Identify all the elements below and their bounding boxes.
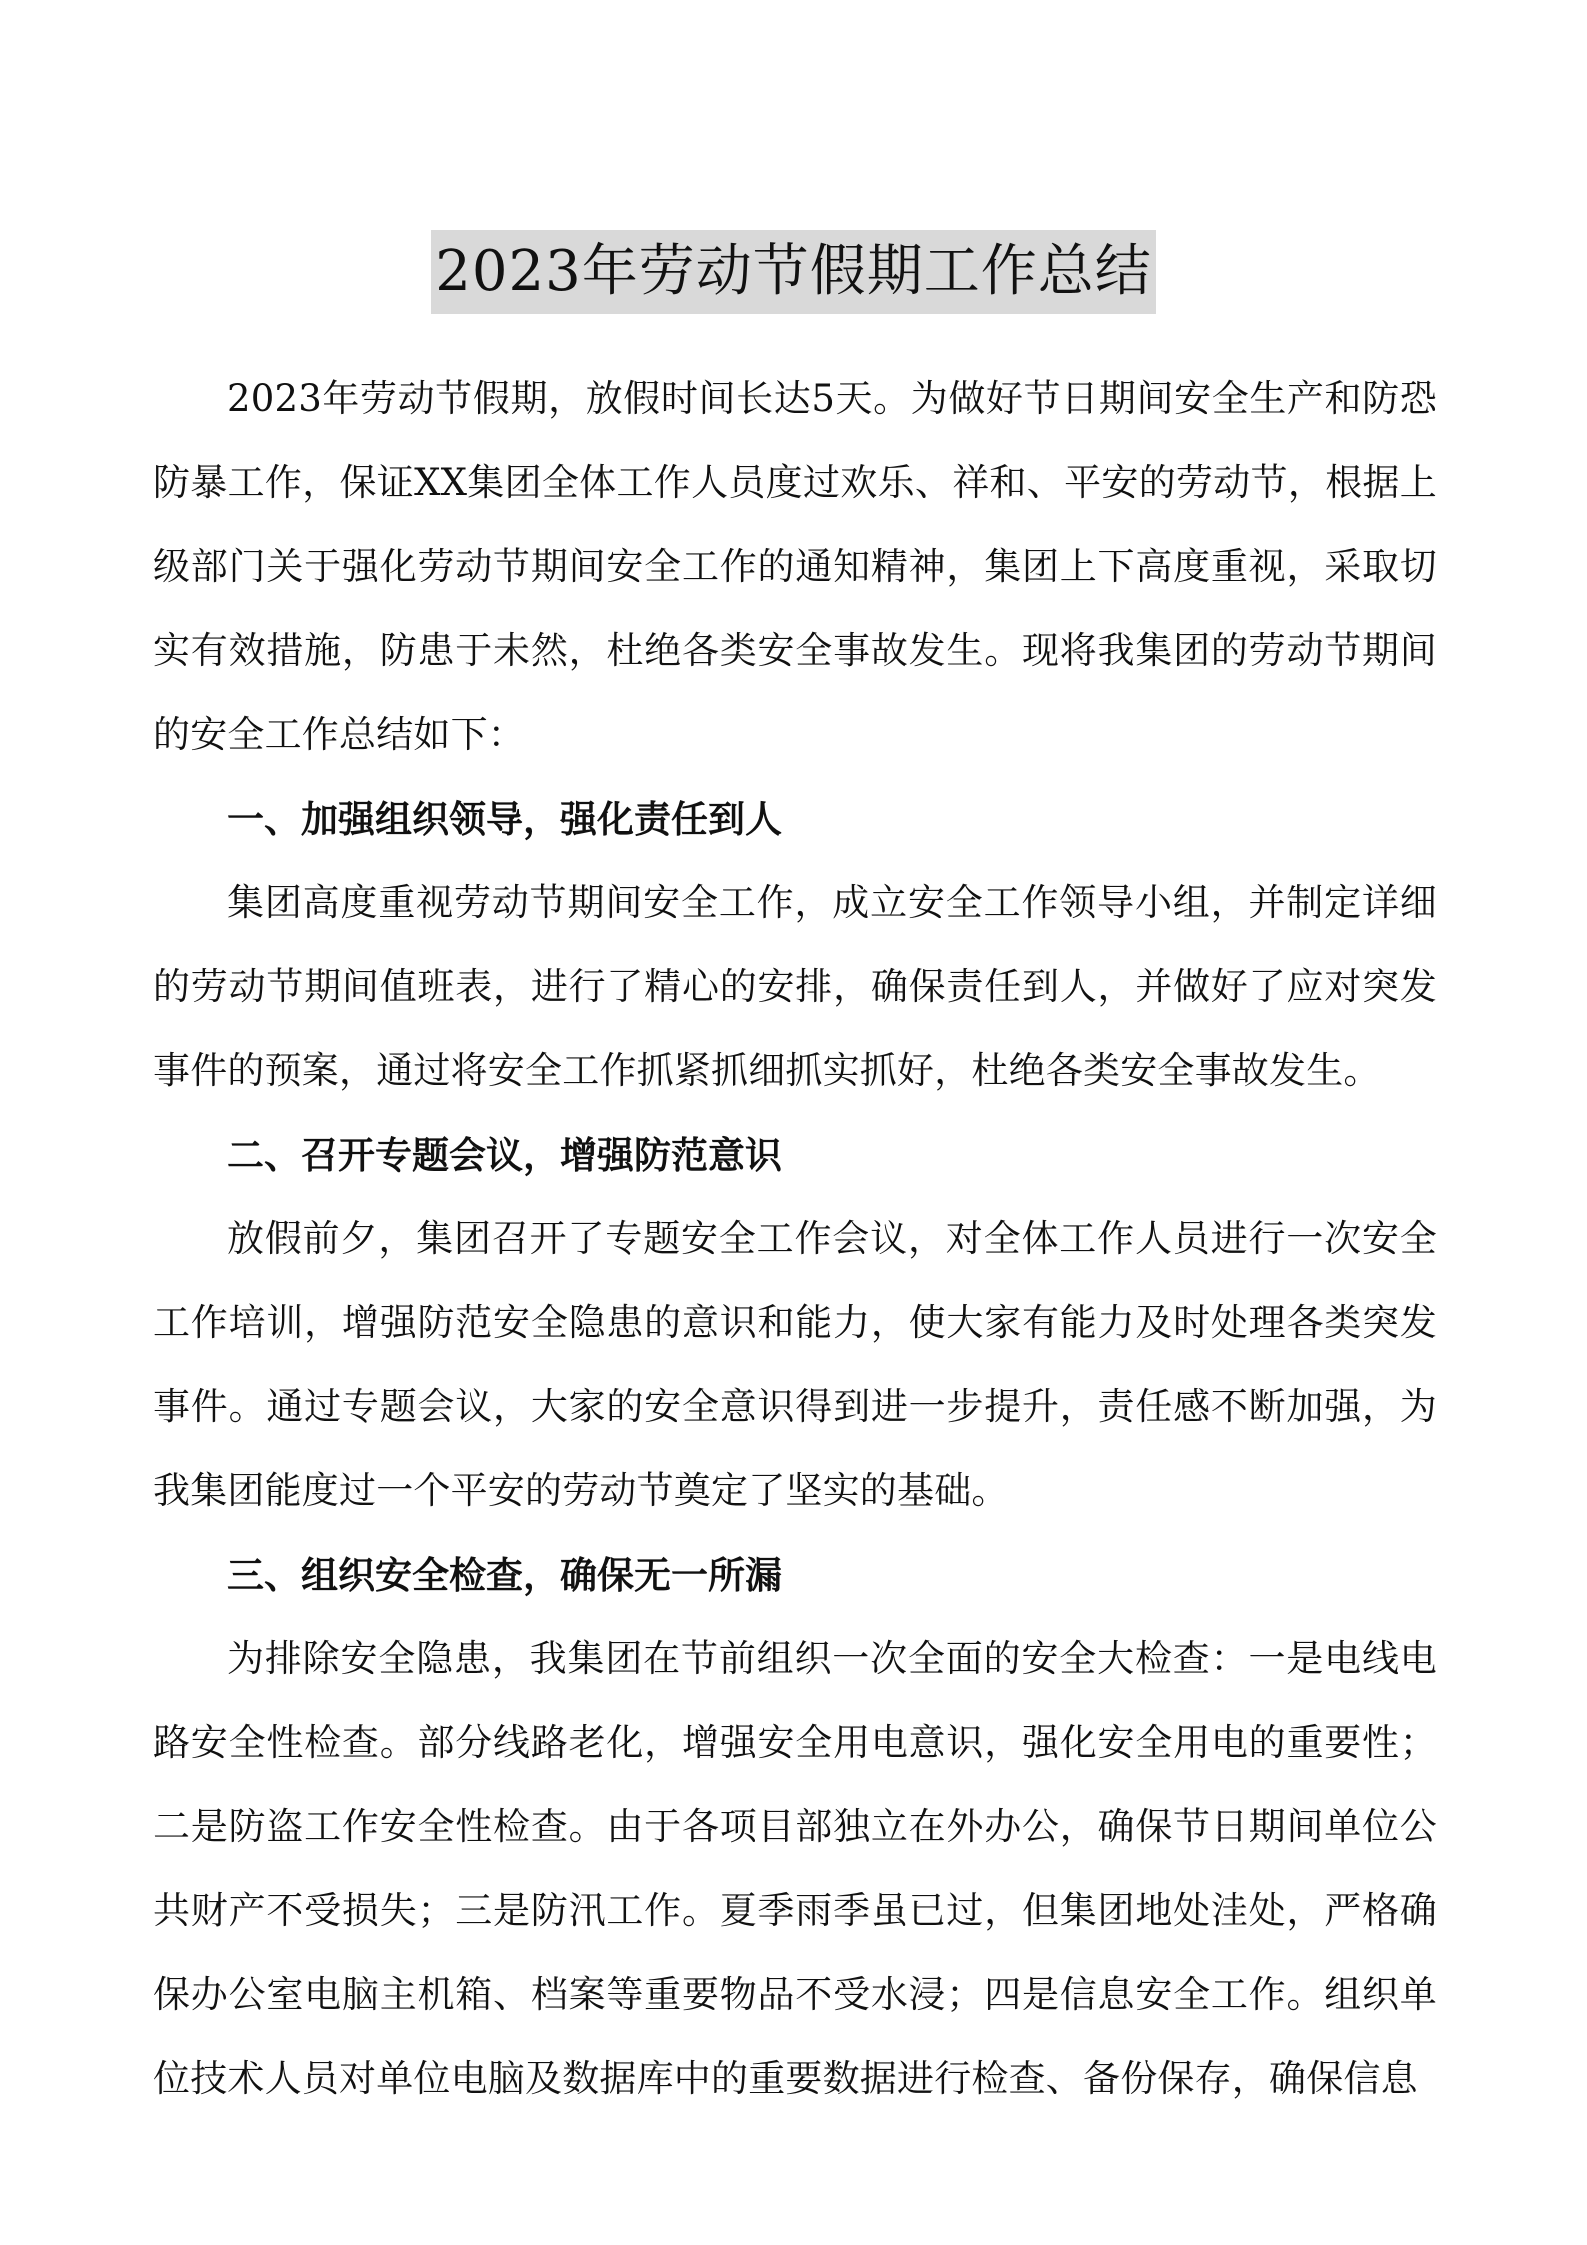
section-heading-3: 三、组织安全检查，确保无一所漏 (227, 1553, 782, 1597)
section-heading-2: 二、召开专题会议，增强防范意识 (227, 1133, 782, 1177)
intro-paragraph: 2023年劳动节假期，放假时间长达5天。为做好节日期间安全生产和防恐防暴工作，保证XX集团全体工作人员度过欢乐、祥和、平安的劳动节，根据上级部门关于强化劳动节期间安全工作的通知精神，集团上下高度重视，采取切实有效措施，防患于未然，杜绝各类安全事故发生。现将我集团的劳动节期间的安全工作总结如下： (153, 377, 1437, 756)
title-container (0, 192, 1587, 351)
section-heading-1: 一、加强组织领导，强化责任到人 (227, 797, 782, 841)
section-2-paragraph: 放假前夕，集团召开了专题安全工作会议，对全体工作人员进行一次安全工作培训，增强防范安全隐患的意识和能力，使大家有能力及时处理各类突发事件。通过专题会议，大家的安全意识得到进一步提升，责任感不断加强，为我集团能度过一个平安的劳动节奠定了坚实的基础。 (153, 1217, 1437, 1512)
document-title: 2023年劳动节假期工作总结 (431, 230, 1156, 314)
document-body (153, 357, 1437, 2121)
section-1-paragraph: 集团高度重视劳动节期间安全工作，成立安全工作领导小组，并制定详细的劳动节期间值班表，进行了精心的安排，确保责任到人，并做好了应对突发事件的预案，通过将安全工作抓紧抓细抓实抓好，杜绝各类安全事故发生。 (153, 881, 1437, 1092)
section-3-paragraph: 为排除安全隐患，我集团在节前组织一次全面的安全大检查：一是电线电路安全性检查。部分线路老化，增强安全用电意识，强化安全用电的重要性；二是防盗工作安全性检查。由于各项目部独立在外办公，确保节日期间单位公共财产不受损失；三是防汛工作。夏季雨季虽已过，但集团地处洼处，严格确保办公室电脑主机箱、档案等重要物品不受水浸；四是信息安全工作。组织单位技术人员对单位电脑及数据库中的重要数据进行检查、备份保存，确保信息 (153, 1637, 1437, 2100)
